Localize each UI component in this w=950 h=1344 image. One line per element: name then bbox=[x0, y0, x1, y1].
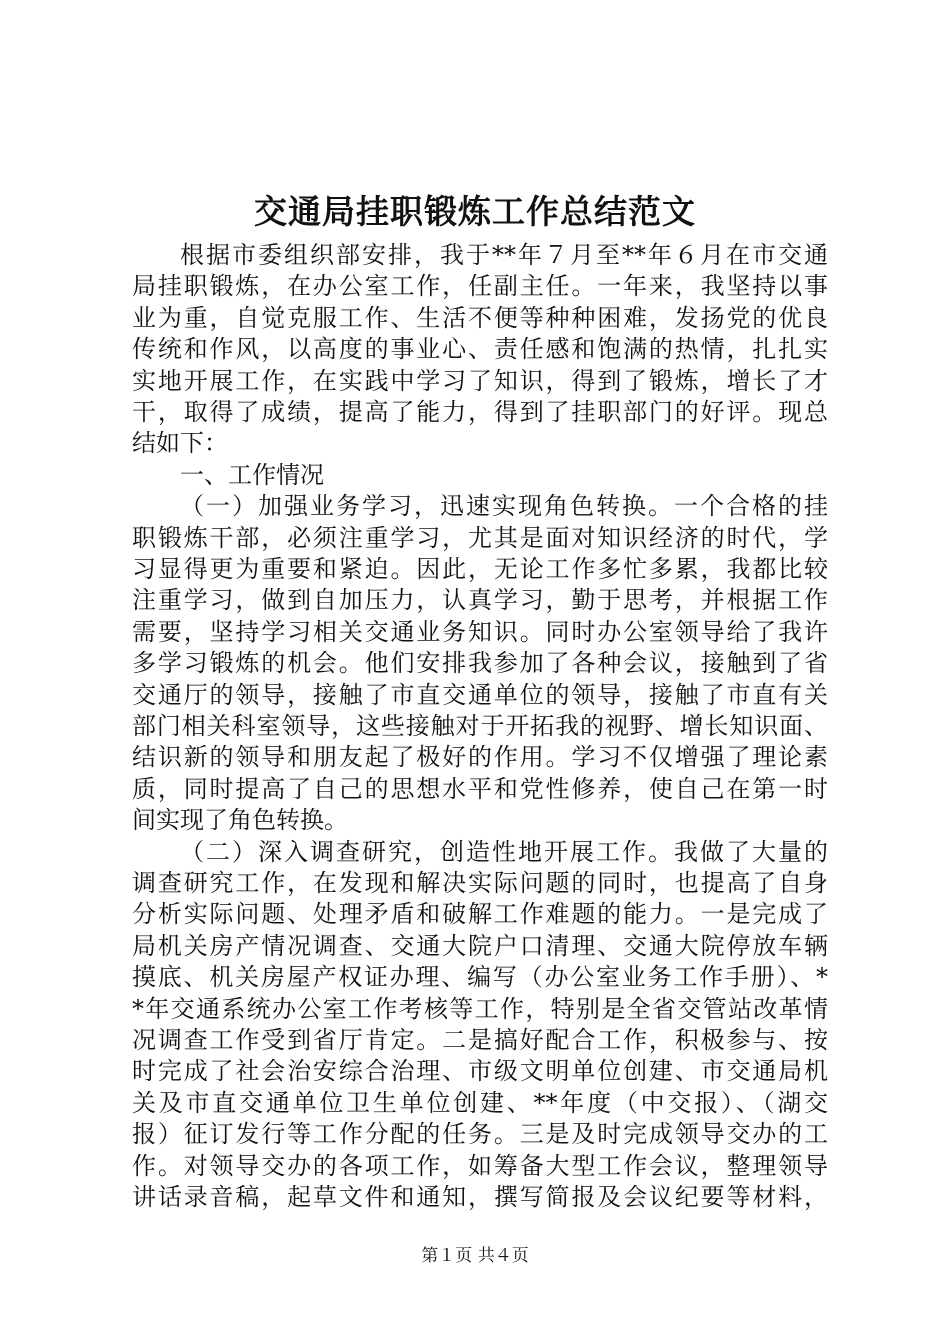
paragraph-line: （一）加强业务学习，迅速实现角色转换。一个合格的挂 bbox=[180, 492, 828, 521]
paragraph-line: 局挂职锻炼，在办公室工作，任副主任。一年来，我坚持以事 bbox=[132, 272, 828, 301]
paragraph-line: 根据市委组织部安排，我于**年７月至**年６月在市交通 bbox=[180, 241, 828, 269]
paragraph-line: 结识新的领导和朋友起了极好的作用。学习不仅增强了理论素 bbox=[132, 743, 828, 772]
paragraph-line: 讲话录音稿，起草文件和通知，撰写简报及会议纪要等材料， bbox=[132, 1183, 828, 1211]
page-footer: 第１页 共４页 bbox=[421, 1246, 529, 1266]
paragraph-line: 调查研究工作，在发现和解决实际问题的同时，也提高了自身 bbox=[132, 869, 828, 897]
paragraph-line: 部门相关科室领导，这些接触对于开拓我的视野、增长知识面、 bbox=[132, 712, 828, 740]
paragraph-line: 结如下： bbox=[132, 429, 228, 458]
paragraph-line: 职锻炼干部，必须注重学习，尤其是面对知识经济的时代，学 bbox=[132, 523, 828, 552]
paragraph-line: 交通厅的领导，接触了市直交通单位的领导，接触了市直有关 bbox=[132, 680, 828, 709]
paragraph-line: 传统和作风，以高度的事业心、责任感和饱满的热情，扎扎实 bbox=[132, 335, 828, 364]
paragraph-line: 时完成了社会治安综合治理、市级文明单位创建、市交通局机 bbox=[132, 1057, 828, 1086]
paragraph-line: 质，同时提高了自己的思想水平和党性修养，使自己在第一时 bbox=[132, 774, 828, 803]
paragraph-line: 分析实际问题、处理矛盾和破解工作难题的能力。一是完成了 bbox=[132, 900, 828, 929]
paragraph-line: 多学习锻炼的机会。他们安排我参加了各种会议，接触到了省 bbox=[132, 649, 828, 678]
paragraph-line: 习显得更为重要和紧迫。因此，无论工作多忙多累，我都比较 bbox=[132, 555, 828, 583]
paragraph-line: 间实现了角色转换。 bbox=[132, 806, 348, 835]
document-title: 交通局挂职锻炼工作总结范文 bbox=[254, 192, 696, 231]
paragraph-line: 报）征订发行等工作分配的任务。三是及时完成领导交办的工 bbox=[132, 1120, 828, 1149]
paragraph-line: 需要，坚持学习相关交通业务知识。同时办公室领导给了我许 bbox=[132, 617, 828, 646]
paragraph-line: 关及市直交通单位卫生单位创建、**年度（中交报）、（湖交 bbox=[132, 1088, 828, 1117]
paragraph-line: 摸底、机关房屋产权证办理、编写（办公室业务工作手册）、* bbox=[132, 963, 828, 992]
paragraph-line: *年交通系统办公室工作考核等工作，特别是全省交管站改革情 bbox=[132, 994, 828, 1023]
paragraph-line: （二）深入调查研究，创造性地开展工作。我做了大量的 bbox=[180, 837, 828, 866]
paragraph-line: 干，取得了成绩，提高了能力，得到了挂职部门的好评。现总 bbox=[132, 398, 828, 426]
paragraph-line: 注重学习，做到自加压力，认真学习，勤于思考，并根据工作 bbox=[132, 586, 828, 615]
paragraph-line: 实地开展工作，在实践中学习了知识，得到了锻炼，增长了才 bbox=[132, 366, 828, 395]
paragraph-line: 况调查工作受到省厅肯定。二是搞好配合工作，积极参与、按 bbox=[132, 1026, 828, 1054]
paragraph-line: 业为重，自觉克服工作、生活不便等种种困难，发扬党的优良 bbox=[132, 303, 828, 332]
paragraph-line: 作。对领导交办的各项工作，如筹备大型工作会议，整理领导 bbox=[132, 1151, 828, 1180]
paragraph-line: 局机关房产情况调查、交通大院户口清理、交通大院停放车辆 bbox=[132, 931, 828, 960]
section-heading: 一、工作情况 bbox=[180, 460, 324, 489]
